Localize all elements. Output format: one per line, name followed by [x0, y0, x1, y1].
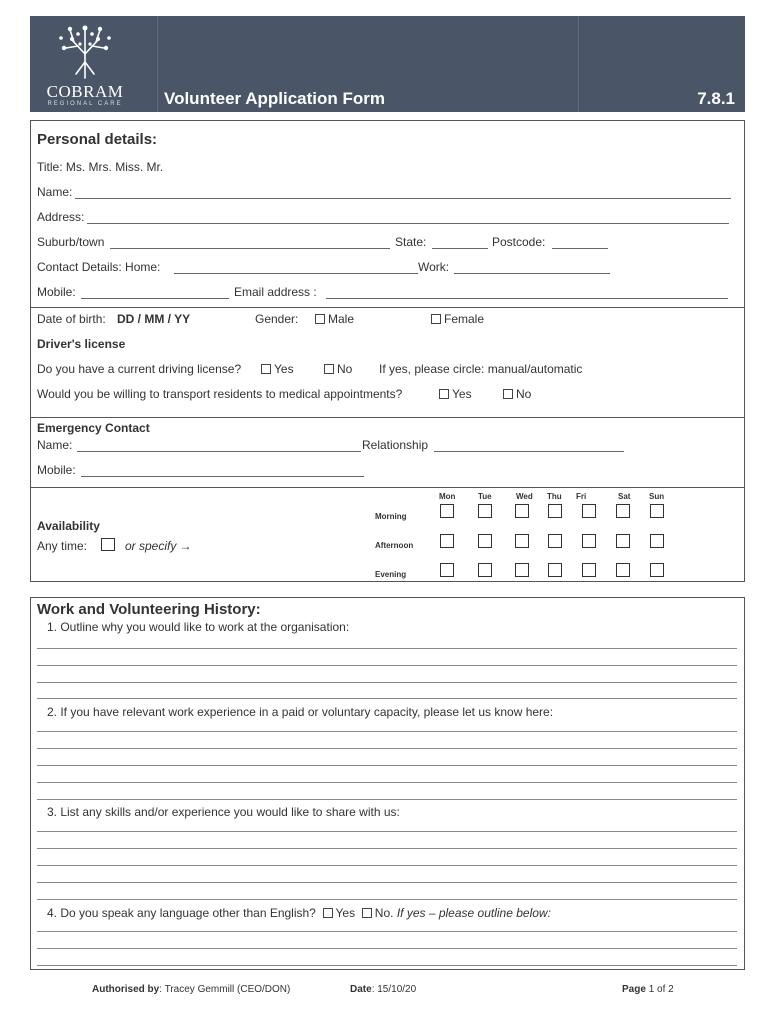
availability-checkbox-morning-tue[interactable]	[478, 504, 492, 518]
work-phone-label: Work:	[418, 260, 450, 274]
answer-line-q4[interactable]	[37, 931, 737, 932]
availability-checkbox-afternoon-sat[interactable]	[616, 534, 630, 548]
transport-yes-option[interactable]: Yes	[439, 387, 472, 401]
emergency-mobile-field[interactable]	[81, 476, 364, 477]
language-yes-checkbox[interactable]	[323, 908, 333, 918]
dob-license-section	[30, 307, 745, 418]
availability-section	[30, 487, 745, 582]
transport-no-checkbox[interactable]	[503, 389, 513, 399]
answer-line-q3[interactable]	[37, 865, 737, 866]
email-field[interactable]	[326, 298, 728, 299]
language-no-checkbox[interactable]	[362, 908, 372, 918]
availability-checkbox-evening-thu[interactable]	[548, 563, 562, 577]
state-field[interactable]	[432, 248, 488, 249]
day-tue: Tue	[478, 492, 492, 501]
answer-line-q1[interactable]	[37, 648, 737, 649]
license-no-option[interactable]: No	[324, 362, 352, 376]
question-4: 4. Do you speak any language other than English? Yes No. If yes – please outline below:	[47, 906, 551, 920]
gender-male-option[interactable]: Male	[315, 312, 354, 326]
day-sat: Sat	[618, 492, 631, 501]
home-phone-field[interactable]	[174, 273, 418, 274]
slot-evening: Evening	[375, 570, 407, 579]
answer-line-q4[interactable]	[37, 948, 737, 949]
answer-line-q2[interactable]	[37, 765, 737, 766]
gender-label: Gender:	[255, 312, 299, 326]
address-label: Address:	[37, 210, 85, 224]
relationship-field[interactable]	[434, 451, 624, 452]
tree-logo-icon	[54, 22, 116, 80]
answer-line-q2[interactable]	[37, 782, 737, 783]
form-header	[30, 16, 745, 112]
authorised-by: Authorised by: Tracey Gemmill (CEO/DON)	[92, 984, 291, 995]
slot-morning: Morning	[375, 512, 407, 521]
answer-line-q2[interactable]	[37, 731, 737, 732]
page-number: Page 1 of 2	[622, 984, 674, 995]
mobile-label: Mobile:	[37, 285, 76, 299]
answer-line-q2[interactable]	[37, 799, 737, 800]
question-1: 1. Outline why you would like to work at the organisation:	[47, 620, 350, 634]
transport-question: Would you be willing to transport residents to medical appointments?	[37, 387, 403, 401]
license-heading: Driver's license	[37, 337, 126, 351]
availability-checkbox-afternoon-fri[interactable]	[582, 534, 596, 548]
answer-line-q1[interactable]	[37, 682, 737, 683]
answer-line-q3[interactable]	[37, 831, 737, 832]
state-label: State:	[395, 235, 427, 249]
availability-checkbox-afternoon-wed[interactable]	[515, 534, 529, 548]
dob-label: Date of birth:	[37, 312, 106, 326]
work-phone-field[interactable]	[454, 273, 610, 274]
male-checkbox[interactable]	[315, 314, 325, 324]
any-time-label: Any time:	[37, 539, 88, 553]
availability-checkbox-morning-thu[interactable]	[548, 504, 562, 518]
postcode-label: Postcode:	[492, 235, 546, 249]
question-2: 2. If you have relevant work experience in a paid or voluntary capacity, please let us know here:	[47, 705, 554, 719]
day-thu: Thu	[547, 492, 562, 501]
day-mon: Mon	[439, 492, 456, 501]
availability-checkbox-afternoon-sun[interactable]	[650, 534, 664, 548]
license-circle-text: If yes, please circle: manual/automatic	[379, 362, 583, 376]
day-wed: Wed	[516, 492, 533, 501]
gender-female-option[interactable]: Female	[431, 312, 484, 326]
license-yes-option[interactable]: Yes	[261, 362, 294, 376]
license-yes-checkbox[interactable]	[261, 364, 271, 374]
emergency-heading: Emergency Contact	[37, 421, 150, 435]
availability-checkbox-morning-wed[interactable]	[515, 504, 529, 518]
license-question: Do you have a current driving license?	[37, 362, 242, 376]
female-checkbox[interactable]	[431, 314, 441, 324]
answer-line-q2[interactable]	[37, 748, 737, 749]
availability-checkbox-evening-mon[interactable]	[440, 563, 454, 577]
work-history-section	[30, 597, 745, 970]
day-fri: Fri	[576, 492, 587, 501]
availability-checkbox-evening-tue[interactable]	[478, 563, 492, 577]
availability-checkbox-morning-sat[interactable]	[616, 504, 630, 518]
slot-afternoon: Afternoon	[375, 541, 414, 550]
license-no-checkbox[interactable]	[324, 364, 334, 374]
title-options[interactable]: Title: Ms. Mrs. Miss. Mr.	[37, 160, 164, 174]
answer-line-q1[interactable]	[37, 698, 737, 699]
transport-yes-checkbox[interactable]	[439, 389, 449, 399]
home-phone-label: Contact Details: Home:	[37, 260, 161, 274]
footer-date: Date: 15/10/20	[350, 984, 417, 995]
logo-name: COBRAM	[46, 82, 124, 101]
name-label: Name:	[37, 185, 73, 199]
availability-checkbox-afternoon-tue[interactable]	[478, 534, 492, 548]
language-note: If yes – please outline below:	[396, 906, 551, 920]
emergency-name-label: Name:	[37, 438, 73, 452]
answer-line-q1[interactable]	[37, 665, 737, 666]
availability-checkbox-afternoon-mon[interactable]	[440, 534, 454, 548]
emergency-contact-section	[30, 417, 745, 488]
any-time-checkbox[interactable]	[101, 538, 115, 551]
suburb-field[interactable]	[110, 248, 390, 249]
postcode-field[interactable]	[552, 248, 608, 249]
name-field[interactable]	[75, 198, 731, 199]
history-heading: Work and Volunteering History:	[37, 601, 261, 618]
mobile-field[interactable]	[81, 298, 229, 299]
suburb-label: Suburb/town	[37, 235, 105, 249]
answer-line-q3[interactable]	[37, 899, 737, 900]
answer-line-q3[interactable]	[37, 882, 737, 883]
availability-checkbox-afternoon-thu[interactable]	[548, 534, 562, 548]
transport-no-option[interactable]: No	[503, 387, 531, 401]
availability-checkbox-evening-sun[interactable]	[650, 563, 664, 577]
address-field[interactable]	[87, 223, 729, 224]
emergency-mobile-label: Mobile:	[37, 463, 76, 477]
personal-details-section	[30, 120, 745, 308]
personal-heading: Personal details:	[37, 131, 158, 148]
availability-checkbox-morning-sun[interactable]	[650, 504, 664, 518]
availability-checkbox-evening-wed[interactable]	[515, 563, 529, 577]
availability-heading: Availability	[37, 519, 100, 533]
availability-checkbox-evening-sat[interactable]	[616, 563, 630, 577]
availability-checkbox-evening-fri[interactable]	[582, 563, 596, 577]
relationship-label: Relationship	[362, 438, 429, 452]
logo-subtitle: REGIONAL CARE	[47, 101, 123, 107]
dob-format[interactable]: DD / MM / YY	[117, 312, 191, 326]
or-specify-label: or specify →	[125, 539, 192, 553]
form-code: 7.8.1	[697, 89, 735, 108]
emergency-name-field[interactable]	[77, 451, 361, 452]
form-title: Volunteer Application Form	[164, 89, 386, 108]
day-sun: Sun	[649, 492, 665, 501]
email-label: Email address :	[234, 285, 317, 299]
answer-line-q4[interactable]	[37, 965, 737, 966]
availability-checkbox-morning-fri[interactable]	[582, 504, 596, 518]
answer-line-q3[interactable]	[37, 848, 737, 849]
question-3: 3. List any skills and/or experience you would like to share with us:	[47, 805, 400, 819]
availability-checkbox-morning-mon[interactable]	[440, 504, 454, 518]
